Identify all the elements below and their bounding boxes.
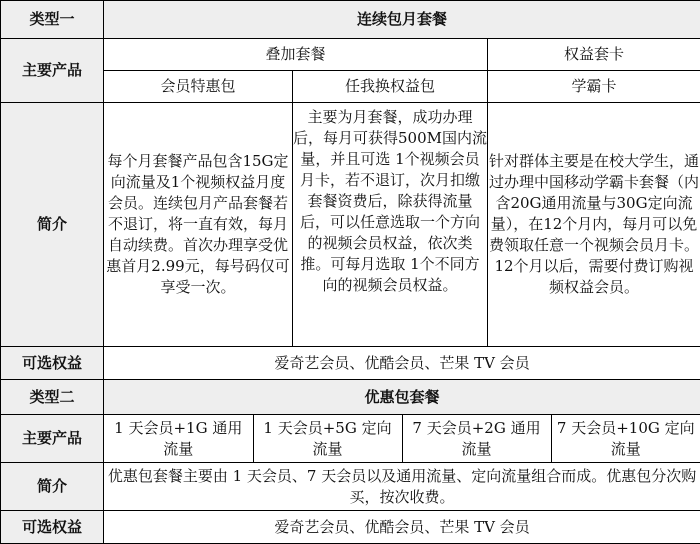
type2-optional-label: 可选权益 (1, 511, 104, 544)
type2-title: 优惠包套餐 (104, 380, 700, 415)
type1-intro-1: 每个月套餐产品包含15G定向流量及1个视频权益月度会员。连续包月产品套餐若不退订，将一直有效，每月自动续费。首次办理享受优惠首月2.99元，每号码仅可享受一次。 (104, 103, 293, 347)
type2-optional-value: 爱奇艺会员、优酷会员、芒果 TV 会员 (104, 511, 700, 544)
type2-product-4: 7 天会员+10G 定向流量 (551, 415, 700, 462)
type2-product-3: 7 天会员+2G 通用流量 (402, 415, 551, 462)
type1-group-rights: 权益套卡 (488, 39, 700, 71)
type2-product-2: 1 天会员+5G 定向流量 (253, 415, 402, 462)
type2-optional-row (1, 511, 700, 544)
type2-products-row (1, 415, 700, 463)
type1-label: 类型一 (1, 1, 104, 39)
type1-main-products-label: 主要产品 (1, 39, 104, 103)
type1-optional-row (1, 347, 700, 380)
type2-main-products-label: 主要产品 (1, 415, 104, 463)
type1-intro-2: 主要为月套餐，成功办理后，每月可获得500M国内流量，并且可选 1个视频会员月卡，若不退订，次月扣缴套餐资费后，除获得流量后，可以任意选取一个方向的视频会员权益，依次类推。可每月选取 1个不同方向的视频会员权益。 (293, 103, 488, 347)
type1-optional-label: 可选权益 (1, 347, 104, 380)
type1-products-row (1, 71, 700, 103)
type1-intro-label: 简介 (1, 103, 104, 347)
type2-intro-label: 简介 (1, 463, 104, 511)
type1-product-1: 会员特惠包 (104, 71, 293, 103)
type1-group-addon: 叠加套餐 (104, 39, 488, 71)
type2-label: 类型二 (1, 380, 104, 415)
type1-product-2: 任我换权益包 (293, 71, 488, 103)
type2-products-cell (104, 415, 700, 463)
type1-intro-row (1, 103, 700, 347)
type2-intro-row (1, 463, 700, 511)
type2-product-1: 1 天会员+1G 通用流量 (104, 415, 253, 462)
type2-intro-value: 优惠包套餐主要由 1 天会员、7 天会员以及通用流量、定向流量组合而成。优惠包分次购买，按次收费。 (104, 463, 700, 511)
type2-products-subtable (104, 415, 700, 462)
type1-title: 连续包月套餐 (104, 1, 700, 39)
type1-group-row (1, 39, 700, 71)
type1-intro-3: 针对群体主要是在校大学生，通过办理中国移动学霸卡套餐（内含20G通用流量与30G定向流量），在12个月内，每月可以免费领取任意一个视频会员月卡。12个月以后，需要付费订购视频权益会员。 (488, 103, 700, 347)
type1-header-row (1, 1, 700, 39)
type1-optional-value: 爱奇艺会员、优酷会员、芒果 TV 会员 (104, 347, 700, 380)
type1-product-3: 学霸卡 (488, 71, 700, 103)
type2-header-row (1, 380, 700, 415)
